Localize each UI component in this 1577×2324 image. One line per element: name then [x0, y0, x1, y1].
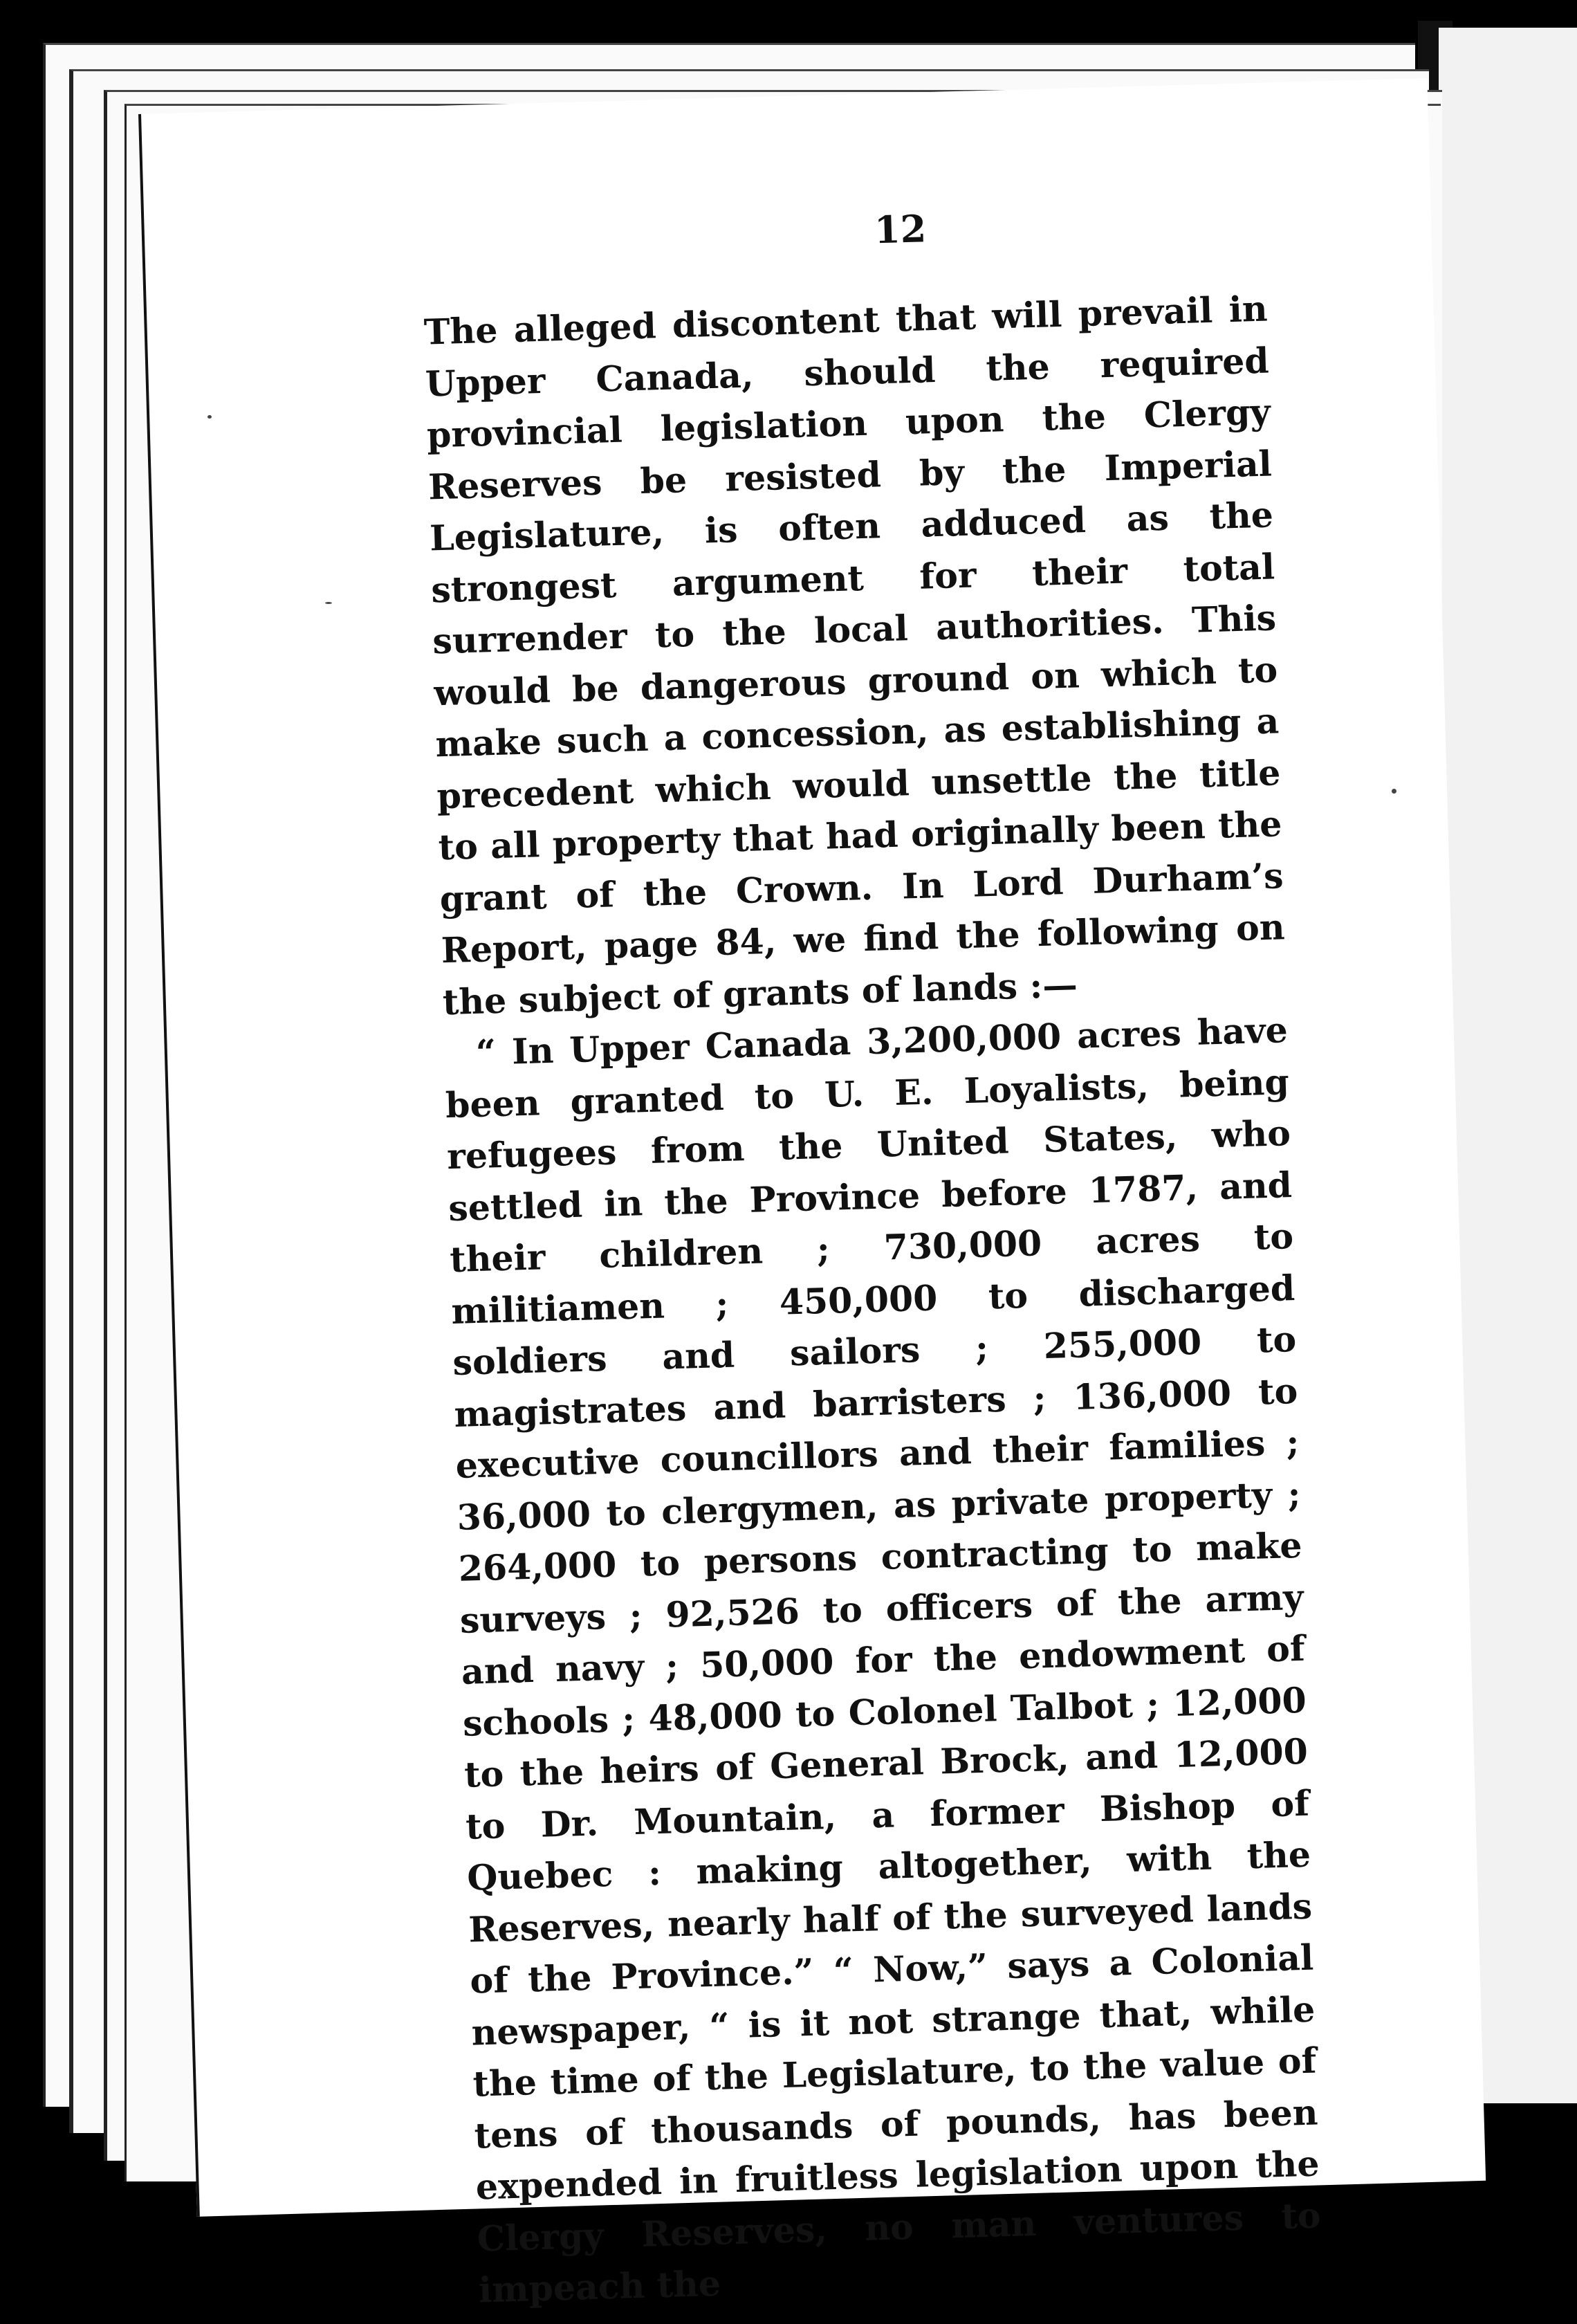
scan-speck: [325, 602, 332, 604]
paragraph-discontent: The alleged discontent that will prevail in Upper Canada, should the required provincial legislation upon the Clergy Reserves be resisted by the Imperial Legislature, is often adduced as the strongest argument for their total surrender to the local authorities. This would be dangerous ground on which to make such a concession, as establishing a precedent which would unsettle the title to all property that had originally been the grant of the Crown. In Lord Durham’s Report, page 84, we find the following on the subject of grants of lands :—: [423, 288, 1286, 1023]
paragraph-durham-quote: “ In Upper Canada 3,200,000 acres have been granted to U. E. Loyalists, being refugees from the United States, who settled in the Province before 1787, and their children ; 730,000 acres to militiamen ; 450,000 to discharged soldiers and sailors ; 255,000 to magistrates and barristers ; 136,000 to executive councillors and their families ; 36,000 to clergymen, as private property ; 264,000 to persons contracting to make surveys ; 92,526 to officers of the army and navy ; 50,000 for the endowment of schools ; 48,000 to Colonel Talbot ; 12,000 to the heirs of General Brock, and 12,000 to Dr. Mountain, a former Bishop of Quebec : making altogether, with the Reserves, nearly half of the surveyed lands of the Province.” “ Now,” says a Colonial newspaper, “ is it not strange that, while the time of the Legislature, to the value of tens of thousands of pounds, has been expended in fruitless legislation upon the Clergy Reserves, no man ventures to impeach the: [445, 1009, 1322, 2311]
page-body: [423, 284, 1323, 2316]
book-page: [138, 78, 1486, 2311]
scan-speck: [208, 415, 212, 419]
page-number: 12: [874, 206, 928, 253]
scan-speck: [1392, 789, 1396, 794]
